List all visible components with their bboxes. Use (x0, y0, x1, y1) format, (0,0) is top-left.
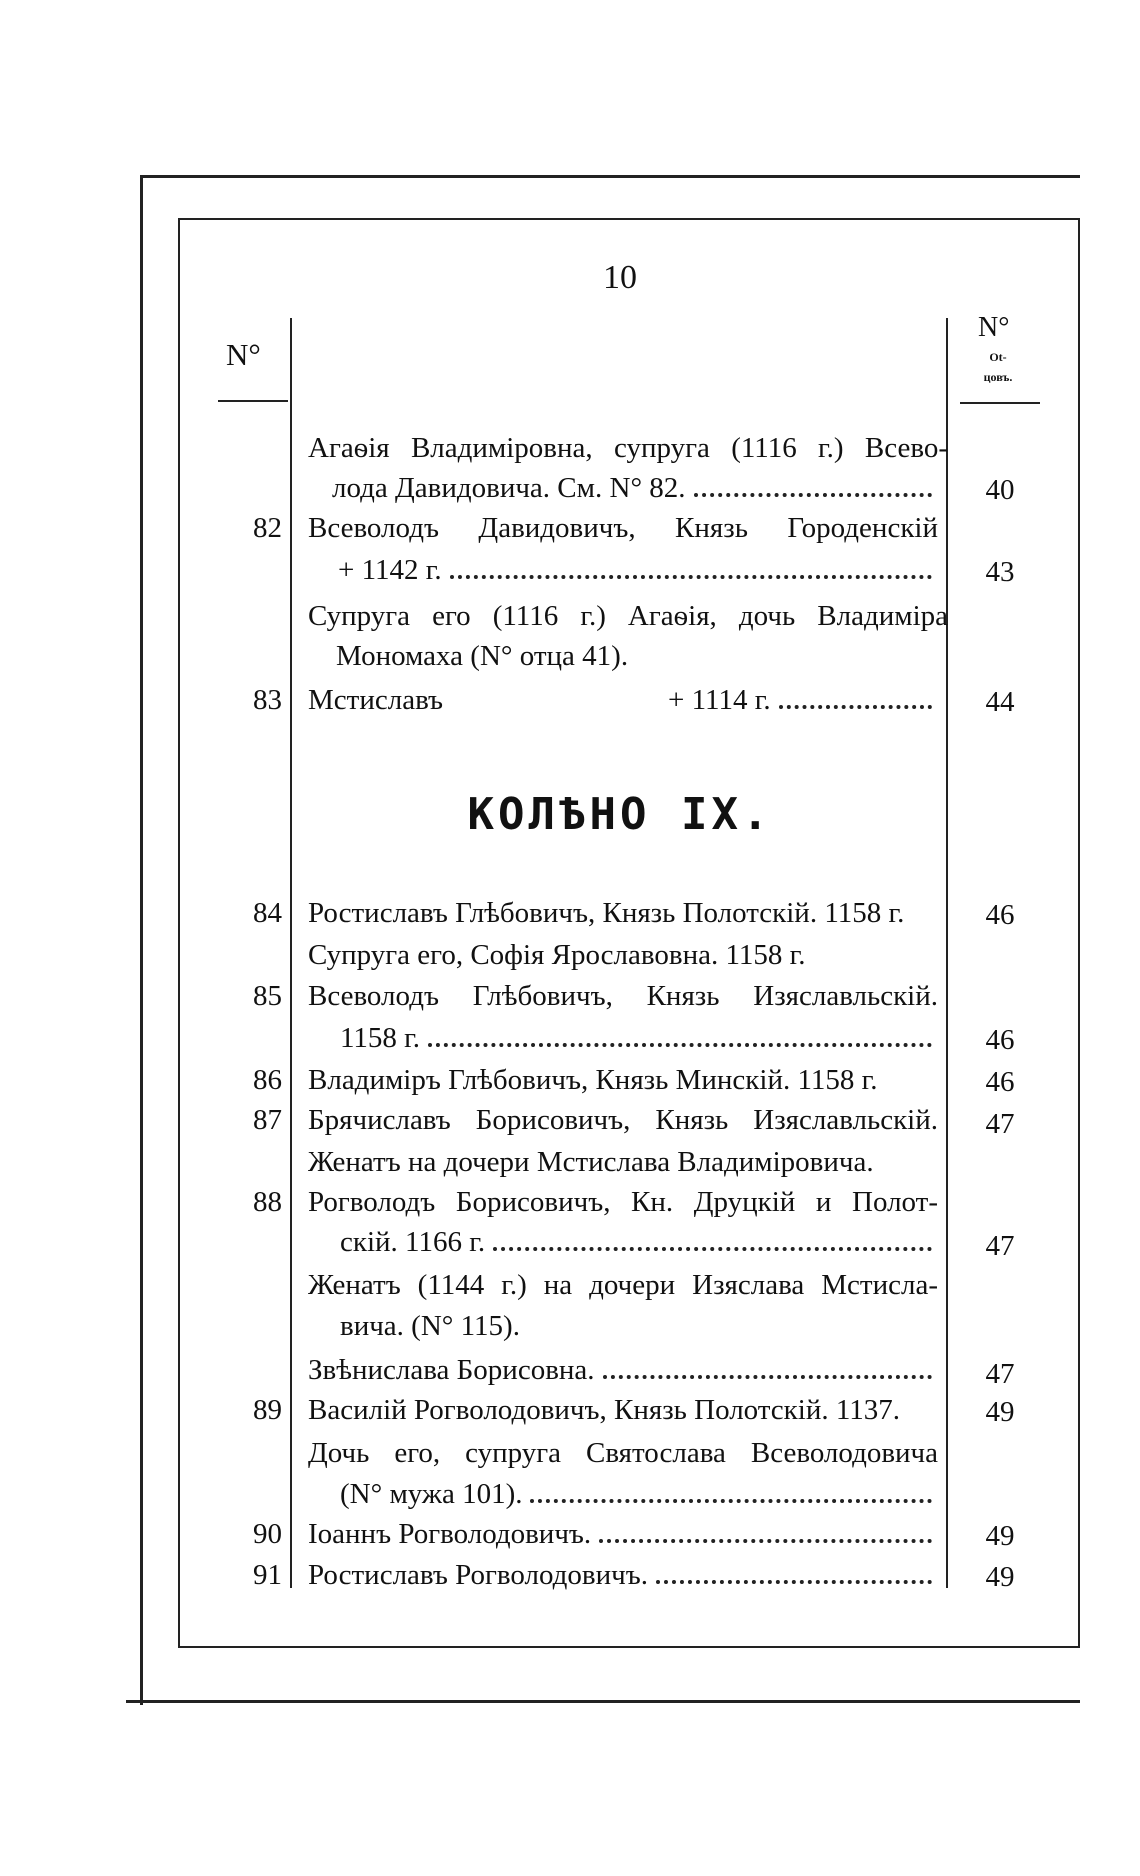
entry-text: Ростиславъ Рогволодовичъ. (308, 1559, 648, 1591)
father-ref: 44 (985, 686, 1015, 718)
dot-leader (656, 1580, 932, 1584)
header-rule-right (960, 402, 1040, 404)
inner-frame-left (178, 218, 180, 1648)
entry-text-line: Супруга его (1116 г.) Агаѳія, дочь Владиміра (308, 600, 948, 632)
father-ref: 49 (985, 1520, 1015, 1552)
entry-text-line: Брячиславъ Борисовичъ, Князь Изяславльскій. (308, 1104, 938, 1136)
entry-number: 88 (253, 1186, 282, 1218)
dot-leader (603, 1375, 932, 1379)
entry-text-line: Мономаха (N° отца 41). (336, 640, 629, 672)
entry-text-line: Василій Рогволодовичъ, Князь Полотскій. 1137. (308, 1394, 901, 1426)
entry-text-line: Женатъ (1144 г.) на дочери Изяслава Мстисла- (308, 1269, 938, 1301)
header-fathers-label-1: Ot- (989, 350, 1007, 364)
header-father-number-label: N° (978, 312, 1010, 343)
entry-text: Звѣнислава Борисовна. (308, 1354, 595, 1386)
entry-text: + 1114 г. (668, 684, 771, 716)
entry-text-line: Агаѳія Владиміровна, супруга (1116 г.) Всево- (308, 432, 948, 464)
entry-text-line: Владиміръ Глѣбовичъ, Князь Минскій. 1158 г. (308, 1064, 878, 1096)
section-heading: КОЛѢНО IX. (467, 789, 773, 840)
header-number-label: N° (226, 337, 261, 372)
entry-number: 83 (253, 684, 282, 716)
father-ref: 49 (985, 1396, 1015, 1428)
dot-leader (694, 493, 932, 497)
entry-number: 87 (253, 1104, 282, 1136)
entry-text-line: Всеволодъ Глѣбовичъ, Князь Изяславльскій. (308, 980, 938, 1012)
entry-text-line: вича. (N° 115). (340, 1310, 520, 1342)
dot-leader (779, 705, 932, 709)
father-ref: 46 (985, 1024, 1015, 1056)
entry-text-line (308, 1018, 938, 1058)
father-ref: 46 (985, 1066, 1015, 1098)
entry-text: 1158 г. (340, 1022, 421, 1054)
entry-number: 86 (253, 1064, 282, 1096)
entry-text-line: Дочь его, супруга Святослава Всеволодовича (308, 1437, 938, 1469)
entry-text-line: Всеволодъ Давидовичъ, Князь Городенскій (308, 512, 938, 544)
outer-frame-bottom (126, 1700, 1080, 1703)
header-fathers-label-2: цовъ. (983, 370, 1013, 384)
header-rule-left (218, 400, 288, 402)
entry-number: 89 (253, 1394, 282, 1426)
entry-number: 82 (253, 512, 282, 544)
father-ref: 40 (985, 474, 1015, 506)
entry-text-line (668, 680, 938, 720)
outer-frame-left (140, 175, 143, 1705)
entry-text-line (308, 468, 938, 508)
entry-text-line: Женатъ на дочери Мстислава Владиміровича. (308, 1146, 874, 1178)
father-ref: 47 (985, 1230, 1015, 1262)
entry-number: 91 (253, 1559, 282, 1591)
entry-number: 84 (253, 897, 282, 929)
entry-text: + 1142 г. (338, 554, 442, 586)
entry-text-line: Супруга его, Софія Ярославовна. 1158 г. (308, 939, 806, 971)
inner-frame-right (1078, 218, 1080, 1648)
entry-text-line: Рогволодъ Борисовичъ, Кн. Друцкій и Полот- (308, 1186, 938, 1218)
father-ref: 46 (985, 899, 1015, 931)
entry-text-line (308, 1514, 938, 1554)
entry-text: (N° мужа 101). (340, 1478, 523, 1510)
entry-text-line (308, 550, 938, 590)
entry-text: Іоаннъ Рогволодовичъ. (308, 1518, 592, 1550)
entry-number: 90 (253, 1518, 282, 1550)
entry-text-line (308, 1474, 938, 1514)
dot-leader (599, 1539, 932, 1543)
father-ref: 49 (985, 1561, 1015, 1593)
page-number: 10 (603, 259, 637, 296)
inner-frame-bottom (178, 1646, 1080, 1648)
entry-text: скій. 1166 г. (340, 1226, 486, 1258)
entry-text: лода Давидовича. См. N° 82. (332, 472, 686, 504)
entry-text-line (308, 1222, 938, 1262)
outer-frame-top (140, 175, 1080, 178)
column-rule-left (290, 318, 292, 1588)
entry-number: 85 (253, 980, 282, 1012)
entry-text-line (308, 1350, 938, 1390)
dot-leader (428, 1043, 932, 1047)
father-ref: 47 (985, 1108, 1015, 1140)
entry-text-line: Мстиславъ (308, 684, 444, 716)
entry-text-line: Ростиславъ Глѣбовичъ, Князь Полотскій. 1158 г. (308, 897, 905, 929)
entry-text-line (308, 1555, 938, 1595)
inner-frame-top (178, 218, 1080, 220)
dot-leader (493, 1247, 932, 1251)
father-ref: 47 (985, 1358, 1015, 1390)
dot-leader (530, 1499, 932, 1503)
father-ref: 43 (985, 556, 1015, 588)
dot-leader (450, 575, 932, 579)
